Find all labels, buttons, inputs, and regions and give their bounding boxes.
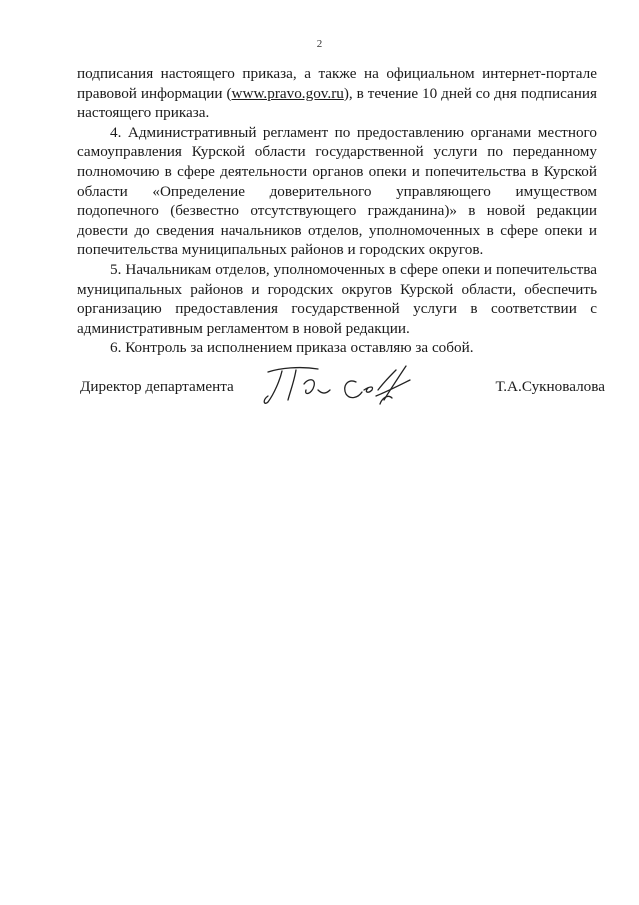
paragraph-publication-text-end: ), в течение 10 дней со дня подписания настоящего приказа. bbox=[77, 84, 597, 122]
paragraph-5: 5. Начальникам отделов, уполномоченных в сфере опеки и попечительства муниципальных районов и городских округов Курской области, обеспечить организацию предоставления государственной услуги в соответствии с административным регламентом в новой редакции. bbox=[77, 260, 597, 337]
signature-block bbox=[80, 360, 605, 420]
pravo-link[interactable]: www.pravo.gov.ru bbox=[231, 84, 344, 102]
paragraph-6: 6. Контроль за исполнением приказа оставляю за собой. bbox=[110, 339, 474, 357]
paragraph-4: 4. Административный регламент по предоставлению органами местного самоуправления Курской области государственной услуги по переданному полномочию в сфере деятельности органов опеки и попечительства в Курской области «Определение доверительного управляющего имуществом подопечного (безвестно отсутствующего гражданина)» в новой редакции довести до сведения начальников отделов, уполномоченных в сфере опеки и попечительства муниципальных районов и городских округов. bbox=[77, 123, 597, 259]
signatory-position: Директор департамента bbox=[80, 378, 234, 395]
paragraph-publication-text-start: подписания настоящего приказа, а также на официальном интернет-портале правовой информации ( bbox=[77, 65, 597, 102]
document-body bbox=[77, 64, 597, 358]
handwritten-signature bbox=[260, 360, 420, 415]
page-number: 2 bbox=[316, 38, 323, 50]
signatory-name: Т.А.Сукновалова bbox=[495, 378, 605, 395]
paragraph-publication bbox=[77, 64, 597, 123]
